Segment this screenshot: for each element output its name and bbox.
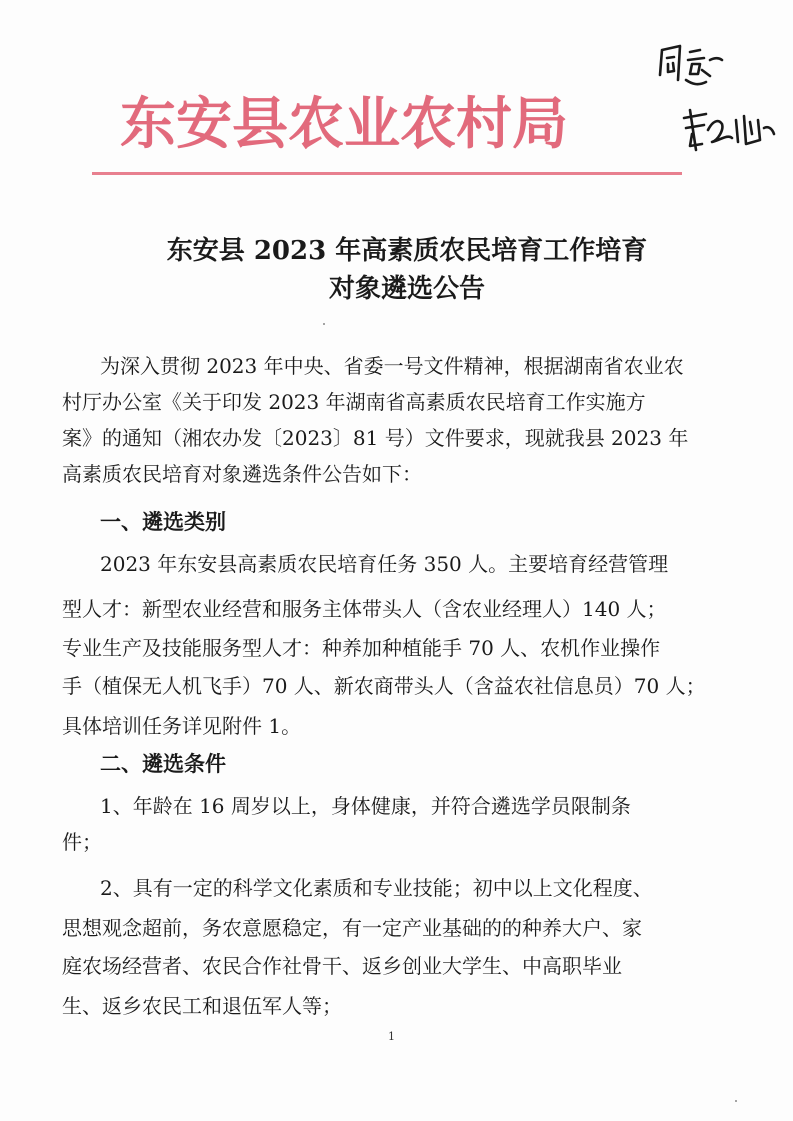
intro-line-3: 案》的通知（湘农办发〔2023〕81 号）文件要求，现就我县 2023 年 bbox=[62, 426, 689, 450]
header-rule bbox=[92, 172, 682, 175]
organization-header: 东安县农业农村局 bbox=[120, 91, 568, 157]
document-title-line-2: 对象遴选公告 bbox=[328, 274, 485, 304]
scan-speck bbox=[735, 1100, 737, 1102]
section-2-heading: 二、遴选条件 bbox=[100, 751, 226, 776]
scan-speck bbox=[323, 323, 325, 325]
section-1-line-2: 型人才：新型农业经营和服务主体带头人（含农业经理人）140 人； bbox=[62, 597, 667, 621]
section-2-item-2-line-3: 庭农场经营者、农民合作社骨干、返乡创业大学生、中高职毕业 bbox=[62, 954, 622, 978]
section-2-item-2-line-1: 2、具有一定的科学文化素质和专业技能；初中以上文化程度、 bbox=[100, 876, 653, 900]
section-2-item-2-line-4: 生、返乡农民工和退伍军人等； bbox=[62, 994, 342, 1018]
document-title-line-1: 东安县 2023 年高素质农民培育工作培育 bbox=[166, 236, 648, 266]
section-1-line-4: 手（植保无人机飞手）70 人、新农商带头人（含益农社信息员）70 人； bbox=[62, 674, 706, 698]
section-1-heading: 一、遴选类别 bbox=[100, 509, 226, 534]
intro-line-4: 高素质农民培育对象遴选条件公告如下： bbox=[62, 462, 422, 486]
section-2-item-1-line-2: 件； bbox=[62, 830, 102, 854]
handwritten-signature bbox=[640, 30, 790, 180]
intro-line-2: 村厅办公室《关于印发 2023 年湖南省高素质农民培育工作实施方 bbox=[62, 390, 646, 414]
section-2-item-1-line-1: 1、年龄在 16 周岁以上，身体健康，并符合遴选学员限制条 bbox=[100, 794, 631, 818]
section-1-line-3: 专业生产及技能服务型人才：种养加种植能手 70 人、农机作业操作 bbox=[62, 636, 661, 660]
intro-line-1: 为深入贯彻 2023 年中央、省委一号文件精神，根据湖南省农业农 bbox=[100, 354, 684, 378]
page-number: 1 bbox=[388, 1030, 395, 1043]
section-1-line-1: 2023 年东安县高素质农民培育任务 350 人。主要培育经营管理 bbox=[100, 552, 669, 576]
section-2-item-2-line-2: 思想观念超前，务农意愿稳定，有一定产业基础的的种养大户、家 bbox=[62, 916, 642, 940]
section-1-line-5: 具体培训任务详见附件 1。 bbox=[62, 714, 302, 738]
